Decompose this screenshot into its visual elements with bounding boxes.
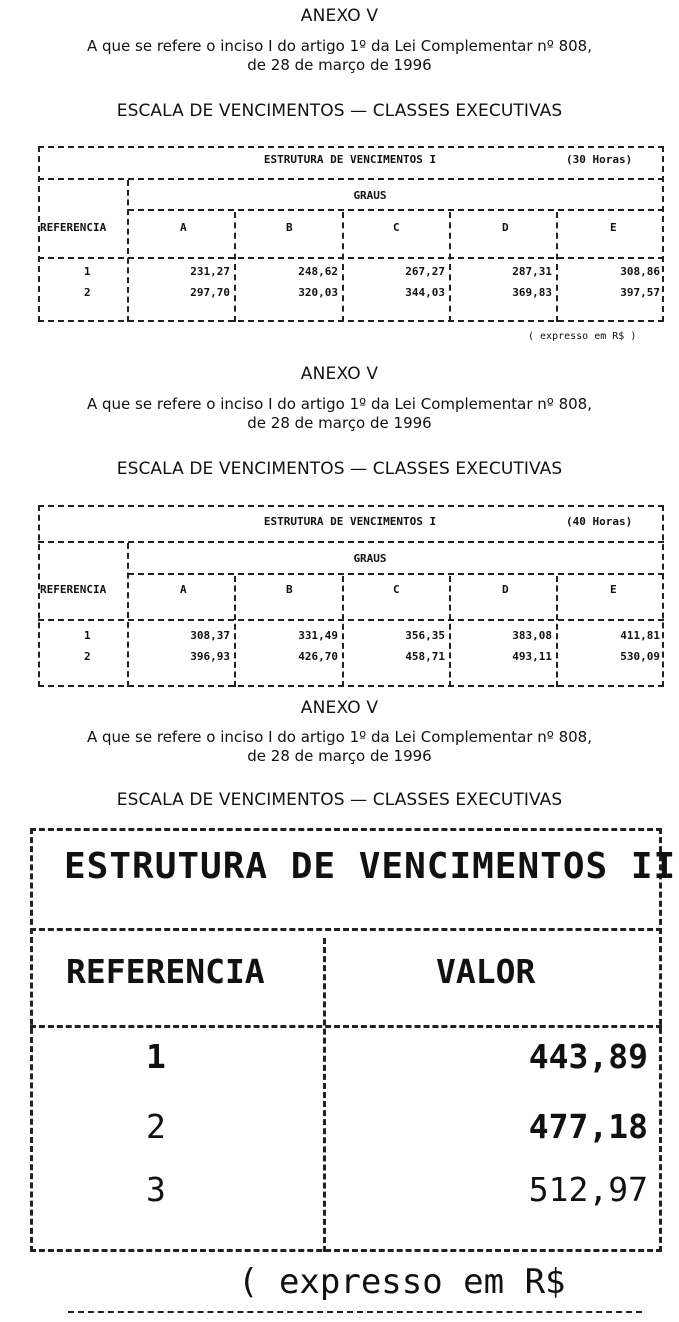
section2-row1-d: 383,08 bbox=[512, 629, 552, 642]
section1-reference-line1: A que se refere o inciso I do artigo 1º da Lei Complementar nº 808, bbox=[87, 37, 592, 55]
section2-escala-heading: ESCALA DE VENCIMENTOS — CLASSES EXECUTIVAS bbox=[116, 459, 563, 479]
section2-row2-ref: 2 bbox=[84, 650, 91, 663]
section1-row2-ref: 2 bbox=[84, 286, 91, 299]
section2-reference-line2: de 28 de março de 1996 bbox=[247, 414, 432, 432]
section1-grade-c: C bbox=[393, 221, 400, 234]
section2-graus-header: GRAUS bbox=[353, 552, 387, 565]
section1-anexo-title: ANEXO V bbox=[300, 6, 379, 26]
section3-escala-heading: ESCALA DE VENCIMENTOS — CLASSES EXECUTIVAS bbox=[116, 790, 563, 810]
section2-row1-b: 331,49 bbox=[298, 629, 338, 642]
section1-graus-header: GRAUS bbox=[353, 189, 387, 202]
section1-reference-line2: de 28 de março de 1996 bbox=[247, 56, 432, 74]
section3-reference-line1: A que se refere o inciso I do artigo 1º da Lei Complementar nº 808, bbox=[87, 728, 592, 746]
section3-valor-header: VALOR bbox=[436, 952, 536, 991]
section3-row1-value: 443,89 bbox=[528, 1037, 648, 1076]
section2-grade-b: B bbox=[286, 583, 293, 596]
section1-grade-e: E bbox=[610, 221, 617, 234]
section3-row2-value: 477,18 bbox=[528, 1107, 648, 1146]
section2-table-title: ESTRUTURA DE VENCIMENTOS I bbox=[263, 515, 437, 528]
section3-row3-value: 512,97 bbox=[528, 1170, 648, 1209]
section2-grade-d: D bbox=[502, 583, 509, 596]
section2-referencia-header: REFERENCIA bbox=[40, 583, 107, 596]
section1-row1-a: 231,27 bbox=[190, 265, 230, 278]
section1-row1-e: 308,86 bbox=[620, 265, 660, 278]
section2-row2-b: 426,70 bbox=[298, 650, 338, 663]
section1-row1-c: 267,27 bbox=[405, 265, 445, 278]
section3-row3-ref: 3 bbox=[146, 1170, 166, 1209]
section3-footnote: ( expresso em R$ bbox=[238, 1262, 566, 1302]
section3-row2-ref: 2 bbox=[146, 1107, 166, 1146]
section1-escala-heading: ESCALA DE VENCIMENTOS — CLASSES EXECUTIVAS bbox=[116, 101, 563, 121]
section2-row1-a: 308,37 bbox=[190, 629, 230, 642]
section2-reference-line1: A que se refere o inciso I do artigo 1º da Lei Complementar nº 808, bbox=[87, 395, 592, 413]
section2-row1-e: 411,81 bbox=[620, 629, 660, 642]
section1-referencia-header: REFERENCIA bbox=[40, 221, 107, 234]
section3-row1-ref: 1 bbox=[146, 1037, 166, 1076]
section2-row2-e: 530,09 bbox=[620, 650, 660, 663]
section1-row1-d: 287,31 bbox=[512, 265, 552, 278]
section1-row2-d: 369,83 bbox=[512, 286, 552, 299]
section2-row1-c: 356,35 bbox=[405, 629, 445, 642]
section2-row2-c: 458,71 bbox=[405, 650, 445, 663]
section1-footnote: ( expresso em R$ ) bbox=[528, 331, 637, 342]
section2-row2-d: 493,11 bbox=[512, 650, 552, 663]
section1-row2-c: 344,03 bbox=[405, 286, 445, 299]
section1-table-title: ESTRUTURA DE VENCIMENTOS I bbox=[263, 153, 437, 166]
section1-row2-a: 297,70 bbox=[190, 286, 230, 299]
section1-row2-e: 397,57 bbox=[620, 286, 660, 299]
section2-row1-ref: 1 bbox=[84, 629, 91, 642]
section3-reference-line2: de 28 de março de 1996 bbox=[247, 747, 432, 765]
section3-anexo-title: ANEXO V bbox=[300, 698, 379, 718]
section1-row1-ref: 1 bbox=[84, 265, 91, 278]
section1-grade-a: A bbox=[180, 221, 187, 234]
section1-grade-d: D bbox=[502, 221, 509, 234]
section2-grade-e: E bbox=[610, 583, 617, 596]
section2-grade-a: A bbox=[180, 583, 187, 596]
section2-hours-label: (40 Horas) bbox=[566, 515, 633, 528]
section1-row1-b: 248,62 bbox=[298, 265, 338, 278]
section3-table-title: ESTRUTURA DE VENCIMENTOS II bbox=[64, 846, 677, 887]
section2-row2-a: 396,93 bbox=[190, 650, 230, 663]
section1-grade-b: B bbox=[286, 221, 293, 234]
section3-referencia-header: REFERENCIA bbox=[66, 952, 265, 991]
section2-anexo-title: ANEXO V bbox=[300, 364, 379, 384]
section1-row2-b: 320,03 bbox=[298, 286, 338, 299]
section2-grade-c: C bbox=[393, 583, 400, 596]
section1-hours-label: (30 Horas) bbox=[566, 153, 633, 166]
